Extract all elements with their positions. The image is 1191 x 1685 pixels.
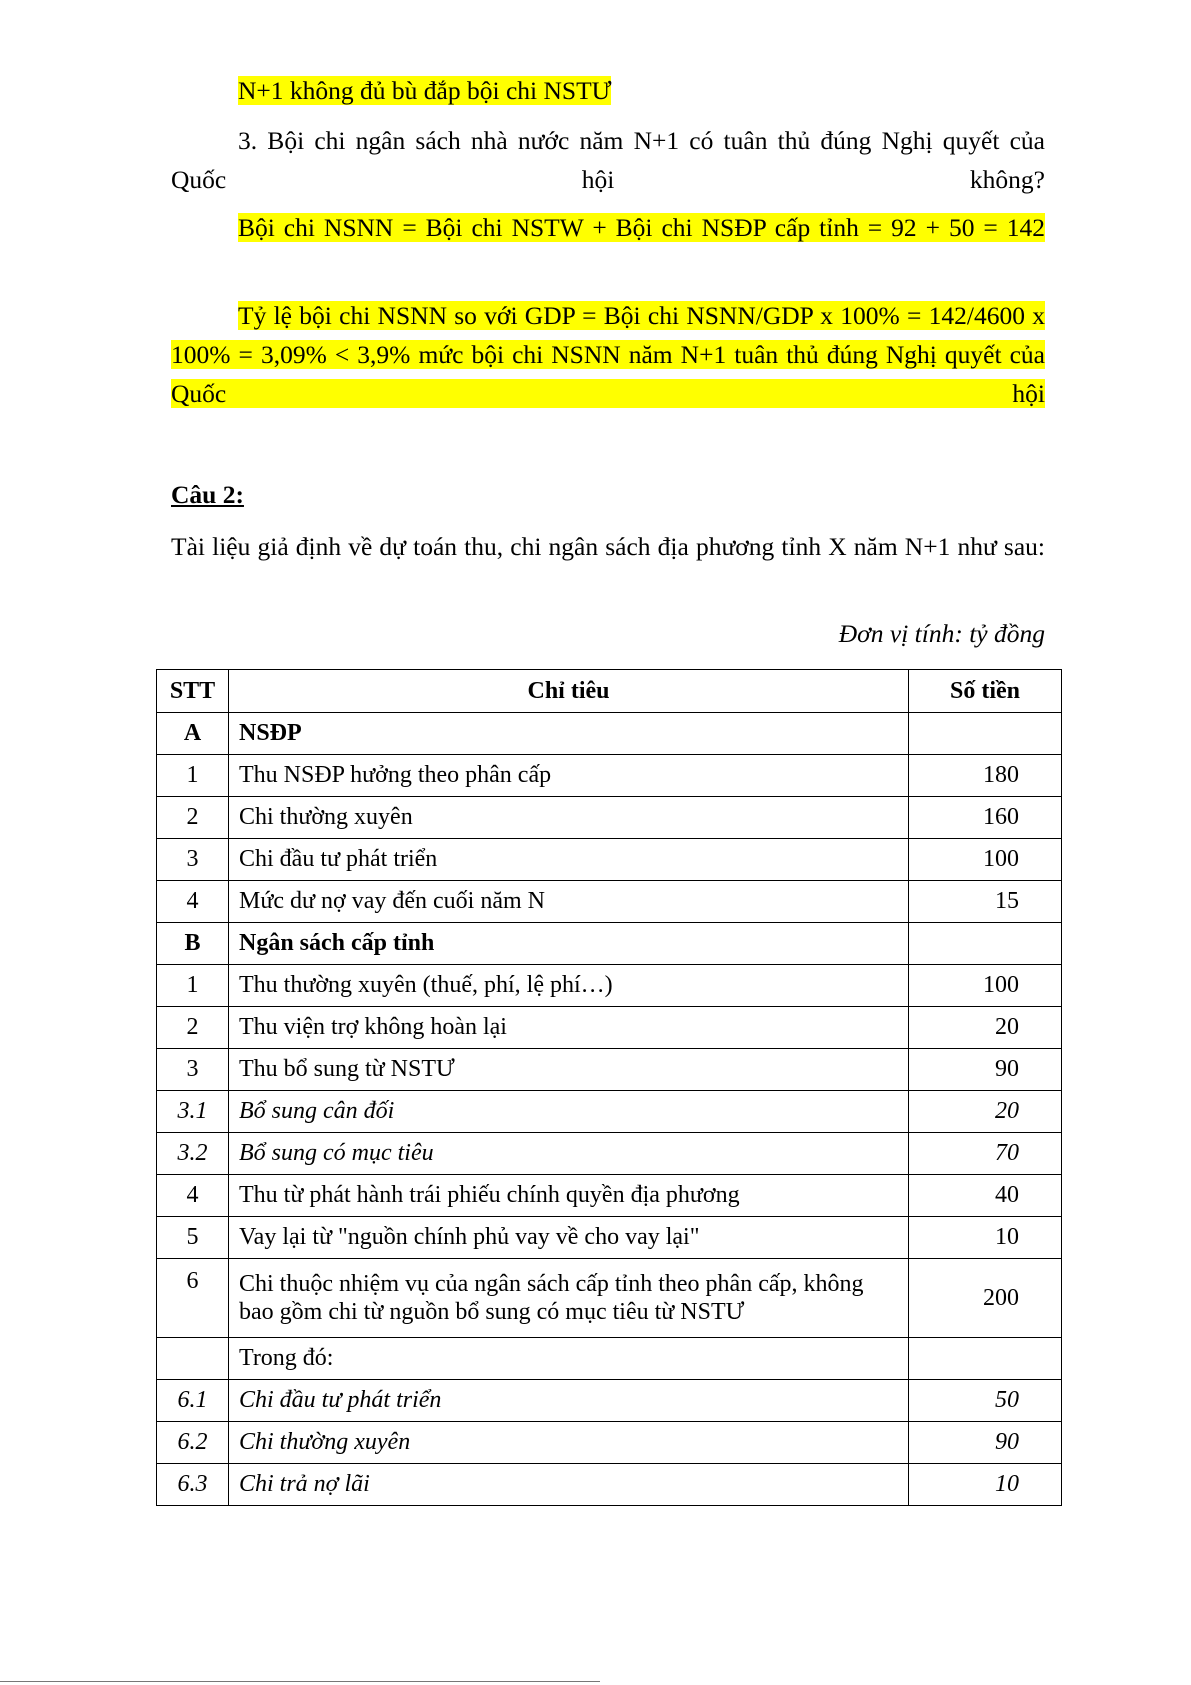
- cell-amount: 20: [909, 1091, 1062, 1133]
- cell-name: Chi trả nợ lãi: [229, 1464, 909, 1506]
- cell-name: Thu thường xuyên (thuế, phí, lệ phí…): [229, 965, 909, 1007]
- cell-name: Chi thường xuyên: [229, 1422, 909, 1464]
- table-row: [157, 1133, 1062, 1175]
- table-row: [157, 797, 1062, 839]
- cell-amount: 90: [909, 1049, 1062, 1091]
- table-row: [157, 1175, 1062, 1217]
- cell-amount: 100: [909, 965, 1062, 1007]
- table-row: [157, 1422, 1062, 1464]
- cell-stt: 2: [157, 1007, 229, 1049]
- cell-name: Thu viện trợ không hoàn lại: [229, 1007, 909, 1049]
- cell-amount: 20: [909, 1007, 1062, 1049]
- table-row: [157, 1464, 1062, 1506]
- cell-name: Vay lại từ "nguồn chính phủ vay về cho vay lại": [229, 1217, 909, 1259]
- cell-amount: 90: [909, 1422, 1062, 1464]
- cell-stt: 3.2: [157, 1133, 229, 1175]
- paragraph-continuation: [171, 71, 1045, 110]
- cell-name: Bổ sung cân đối: [229, 1091, 909, 1133]
- table-row: [157, 881, 1062, 923]
- table-row: [157, 713, 1062, 755]
- cell-name: Trong đó:: [229, 1338, 909, 1380]
- cell-name: Bổ sung có mục tiêu: [229, 1133, 909, 1175]
- cell-stt: 6.3: [157, 1464, 229, 1506]
- table-row: [157, 1049, 1062, 1091]
- cell-stt: 6: [157, 1259, 229, 1338]
- table-row: [157, 1338, 1062, 1380]
- cell-amount: [909, 713, 1062, 755]
- cell-amount: 100: [909, 839, 1062, 881]
- cell-amount: 40: [909, 1175, 1062, 1217]
- cell-amount: 50: [909, 1380, 1062, 1422]
- table-row: [157, 1380, 1062, 1422]
- cell-name: Thu NSĐP hưởng theo phân cấp: [229, 755, 909, 797]
- cell-amount: 70: [909, 1133, 1062, 1175]
- table-row: [157, 923, 1062, 965]
- table-row: [157, 1259, 1062, 1338]
- cell-name: Thu bổ sung từ NSTƯ: [229, 1049, 909, 1091]
- cell-stt: 1: [157, 755, 229, 797]
- cell-stt: B: [157, 923, 229, 965]
- cell-amount: [909, 923, 1062, 965]
- cell-name: Chi thuộc nhiệm vụ của ngân sách cấp tỉnh theo phân cấp, không bao gồm chi từ nguồn bổ sung có mục tiêu từ NSTƯ: [229, 1259, 909, 1338]
- calculation-ratio: [171, 296, 1045, 413]
- cell-stt: 3: [157, 839, 229, 881]
- cell-amount: 200: [909, 1259, 1062, 1338]
- cell-amount: 10: [909, 1464, 1062, 1506]
- cell-stt: [157, 1338, 229, 1380]
- cell-amount: 15: [909, 881, 1062, 923]
- cell-stt: 6.1: [157, 1380, 229, 1422]
- table-row: [157, 1007, 1062, 1049]
- cell-name: Chi thường xuyên: [229, 797, 909, 839]
- header-name: Chỉ tiêu: [229, 670, 909, 713]
- cell-stt: 2: [157, 797, 229, 839]
- cell-name: Chi đầu tư phát triển: [229, 839, 909, 881]
- cell-amount: 10: [909, 1217, 1062, 1259]
- cell-stt: 3: [157, 1049, 229, 1091]
- cell-stt: A: [157, 713, 229, 755]
- page-divider: [0, 1681, 600, 1682]
- cell-amount: [909, 1338, 1062, 1380]
- header-stt: STT: [157, 670, 229, 713]
- cell-stt: 3.1: [157, 1091, 229, 1133]
- table-row: [157, 965, 1062, 1007]
- cell-stt: 1: [157, 965, 229, 1007]
- table-row: [157, 1217, 1062, 1259]
- question-intro: Tài liệu giả định về dự toán thu, chi ngân sách địa phương tỉnh X năm N+1 như sau:: [171, 532, 1045, 561]
- table-row: [157, 755, 1062, 797]
- cell-stt: 4: [157, 1175, 229, 1217]
- cell-name: NSĐP: [229, 713, 909, 755]
- cell-stt: 5: [157, 1217, 229, 1259]
- cell-name: Thu từ phát hành trái phiếu chính quyền địa phương: [229, 1175, 909, 1217]
- cell-amount: 160: [909, 797, 1062, 839]
- cell-amount: 180: [909, 755, 1062, 797]
- budget-table: [156, 669, 1062, 1506]
- question-heading: Câu 2:: [171, 480, 244, 509]
- table-header-row: [157, 670, 1062, 713]
- header-amount: Số tiền: [909, 670, 1062, 713]
- cell-name: Chi đầu tư phát triển: [229, 1380, 909, 1422]
- calculation-deficit: [171, 208, 1045, 247]
- cell-stt: 4: [157, 881, 229, 923]
- cell-name: Mức dư nợ vay đến cuối năm N: [229, 881, 909, 923]
- highlight-text: N+1 không đủ bù đắp bội chi NSTƯ: [238, 76, 612, 105]
- question-3: 3. Bội chi ngân sách nhà nước năm N+1 có tuân thủ đúng Nghị quyết của Quốc hội không?: [171, 126, 1045, 194]
- cell-name: Ngân sách cấp tỉnh: [229, 923, 909, 965]
- highlight-text: Bội chi NSNN = Bội chi NSTW + Bội chi NSĐP cấp tỉnh = 92 + 50 = 142: [238, 213, 1045, 242]
- table-row: [157, 1091, 1062, 1133]
- cell-stt: 6.2: [157, 1422, 229, 1464]
- unit-label: Đơn vị tính: tỷ đồng: [838, 619, 1045, 648]
- highlight-text: Tỷ lệ bội chi NSNN so với GDP = Bội chi NSNN/GDP x 100% = 142/4600 x 100% = 3,09% < 3,9% mức bội chi NSNN năm N+1 tuân thủ đúng Nghị quyết của Quốc hội: [171, 301, 1045, 408]
- table-row: [157, 839, 1062, 881]
